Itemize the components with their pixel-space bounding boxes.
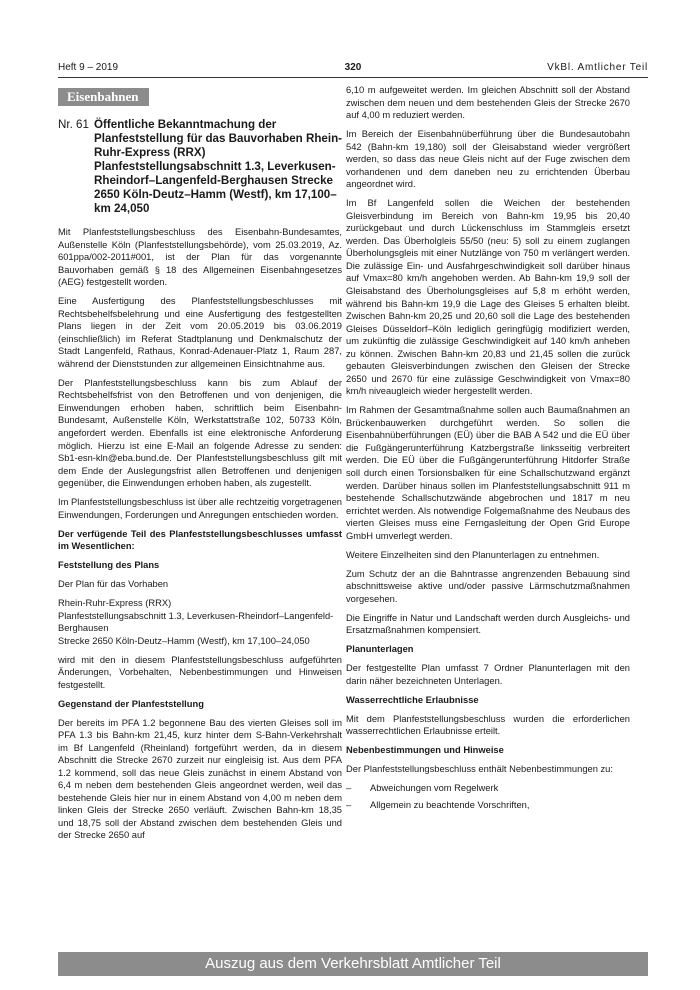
paragraph: Mit Planfeststellungsbeschluss des Eisenbahn-Bundesamtes, Außenstelle Köln (Planfeststellungsbehörde), vom 25.03.2019, Az. 601ppa/002-2011#001, ist der Plan für das vorgenannte Bauvorhaben gemäß § 18 des Allgemeinen Eisenbahngesetzes (AEG) festgestellt worden. [58, 227, 342, 288]
paragraph: Im Rahmen der Gesamtmaßnahme sollen auch Baumaßnahmen an Brückenbauwerken durchgeführt werden. So sollen die Eisenbahnüberführungen (EÜ) über die BAB A 542 und die EÜ über die Fußgängerunterführung Katzbergstraße linksseitig verbreitert werden. Die EÜ über die Fußgängerunterführung Hitdorfer Straße soll durch einen Torsionsbalken für eine Schallschutzwand ergänzt werden. Darüber hinaus sollen im Planfeststellungsabschnitt 911 m bestehende Schallschutzwände abgebrochen und 1817 m neu errichtet werden. Als notwendige Folgemaßnahme des Neubaus des vierten Gleises muss eine Ferngasleitung der Open Grid Europe GmbH umverlegt werden. [346, 405, 630, 541]
subheading: Feststellung des Plans [58, 560, 160, 571]
page-number: 320 [344, 62, 362, 73]
paragraph: Der Planfeststellungsbeschluss kann bis zum Ablauf der Rechtsbehelfsfrist von den Betroffenen und von denjenigen, die Einwendungen erhoben haben, schriftlich beim Eisenbahn-Bundesamt, Außenstelle Köln, Werkstattstraße 102, 50733 Köln, angefordert werden. Ebenfalls ist eine elektronische Anforderung möglich. Hierzu ist eine E-Mail an folgende Adresse zu senden: Sb1-esn-kln@eba.bund.de. Der Planfeststellungsbeschluss gilt mit dem Ende der Auslegungsfrist allen Betroffenen und denjenigen gegenüber, die Einwendungen erhoben haben, als zugestellt. [58, 377, 342, 489]
paragraph: Im Bereich der Eisenbahnüberführung über die Bundesautobahn 542 (Bahn-km 19,180) soll der Gleisabstand wieder vergrößert werden, so dass das neue Gleis nicht auf der Fuge zwischen dem vorhandenen und dem daneben neu zu errichtenden Überbau angeordnet wird. [346, 129, 630, 190]
subheading: Gegenstand der Planfeststellung [58, 698, 204, 709]
paragraph: Im Planfeststellungsbeschluss ist über alle rechtzeitig vorgetragenen Einwendungen, Forderungen und Anregungen entschieden worden. [58, 497, 342, 520]
header-divider [58, 77, 648, 78]
dash-bullet: – [346, 800, 352, 811]
issue-label: Heft 9 – 2019 [58, 62, 119, 73]
project-line: Planfeststellungsabschnitt 1.3, Leverkusen-Rheindorf–Langenfeld-Berghausen [58, 610, 334, 634]
paragraph: Der Planfeststellungsbeschluss enthält Nebenbestimmungen zu: [346, 763, 613, 774]
paragraph: Eine Ausfertigung des Planfeststellungsbeschlusses mit Rechtsbehelfsbelehrung und eine Ausfertigung des festgestellten Plans liegen in der Zeit vom 20.05.2019 bis 03.06.2019 (einschließlich) im Referat Stadtplanung und Denkmalschutz der Stadt Langenfeld, Rathaus, Konrad-Adenauer-Platz 1, Raum 287, während der Dienststunden zur allgemeinen Einsichtnahme aus. [58, 296, 342, 369]
publication-label: VkBl. Amtlicher Teil [547, 62, 648, 73]
paragraph: Mit dem Planfeststellungsbeschluss wurden die erforderlichen wasserrechtlichen Erlaubnisse erteilt. [346, 713, 630, 737]
page-footer: Auszug aus dem Verkehrsblatt Amtlicher Teil [58, 952, 648, 976]
paragraph: 6,10 m aufgeweitet werden. Im gleichen Abschnitt soll der Abstand zwischen dem neuen und dem bestehenden Gleis der Strecke 2670 auf 4,00 m reduziert werden. [346, 85, 630, 121]
section-label: Eisenbahnen [58, 88, 149, 106]
list-item [346, 799, 630, 812]
paragraph: Der festgestellte Plan umfasst 7 Ordner Planunterlagen mit den darin näher bezeichneten Unterlagen. [346, 663, 630, 686]
paragraph: Der bereits im PFA 1.2 begonnene Bau des vierten Gleises soll im PFA 1.3 bis Bahn-km 21,45, kurz hinter dem S-Bahn-Verkehrshalt im Bf Langenfeld (Rheinland) fortgeführt werden, da in diesem Abschnitt die Strecke 2670 zurzeit nur eingleisig ist. Aus dem PFA 1.2 kommend, soll das neue Gleis zunächst in einem Abstand von 6,4 m neben dem bestehenden Gleis angeordnet werden, weil das bestehende Gleis hier nur in einem Abstand von 4,00 m neben dem linken Gleis der Strecke 2650 verläuft. Zwischen Bahn-km 18,35 und 18,75 soll der Abstand zwischen dem bestehenden Gleis und der Strecke 2650 auf [58, 717, 342, 841]
right-column [346, 84, 630, 817]
list-item-text: Abweichungen vom Regelwerk [370, 782, 499, 793]
paragraph: Im Bf Langenfeld sollen die Weichen der bestehenden Gleisverbindung im Bereich von Bahn-km 19,95 bis 20,40 zurückgebaut und durch Lückenschluss im Stammgleis ersetzt werden. Das Überholgleis 55/50 (neu: 5) soll zu einem zuglangen Überholungsgleis mit einer Nutzlänge von 750 m verlängert werden. Die zulässige Ein- und Ausfahrgeschwindigkeit soll darüber hinaus auf Vmax=80 km/h angehoben werden. Ab Bahn-km 19,9 soll der Gleisabstand des Überholungsgleises auf 5,8 m erhöht werden, während bis Bahn-km 19,9 die Lage des Gleises 5 erhalten bleibt. Zwischen Bahn-km 20,25 und 20,60 soll die Lage des bestehenden Gleises Düsseldorf–Köln lediglich geringfügig modifiziert werden, um zukünftig die zulässige Geschwindigkeit auf 140 km/h anheben zu können. Zwischen Bahn-km 20,83 und 21,45 sollen die zurück gebauten Gleisverbindungen zwischen den Gleisen der Strecke 2650 und 2670 für eine zulässige Geschwindigkeit von Vmax=80 km/h niveaugleich wieder hergestellt werden. [346, 198, 630, 397]
project-line: Strecke 2650 Köln-Deutz–Hamm (Westf), km 17,100–24,050 [58, 635, 310, 646]
list-item-text: Allgemein zu beachtende Vorschriften, [370, 800, 530, 811]
subheading: Der verfügende Teil des Planfeststellungsbeschlusses umfasst im Wesentlichen: [58, 528, 342, 552]
paragraph: Der Plan für das Vorhaben [58, 579, 169, 590]
list-item [346, 782, 630, 795]
subheading: Wasserrechtliche Erlaubnisse [346, 694, 479, 705]
paragraph: Weitere Einzelheiten sind den Planunterlagen zu entnehmen. [346, 549, 600, 560]
article-number: Nr. 61 [58, 118, 89, 131]
paragraph: Zum Schutz der an die Bahntrasse angrenzenden Bebauung sind abschnittsweise aktive und/oder passive Lärmschutzmaßnahmen vorgesehen. [346, 568, 630, 604]
provisions-list [346, 782, 630, 812]
page-header [58, 60, 648, 76]
paragraph: Die Eingriffe in Natur und Landschaft werden durch Ausgleichs- und Ersatzmaßnahmen kompensiert. [346, 612, 630, 636]
paragraph: wird mit den in diesem Planfeststellungsbeschluss aufgeführten Änderungen, Vorbehalten, Nebenbestimmungen und Hinweisen festgestellt. [58, 654, 342, 690]
dash-bullet: – [346, 782, 352, 793]
project-designation [58, 597, 342, 647]
project-line: Rhein-Ruhr-Express (RRX) [58, 597, 172, 608]
subheading: Nebenbestimmungen und Hinweise [346, 745, 504, 755]
subheading: Planunterlagen [346, 644, 414, 655]
left-column [58, 84, 342, 842]
article-title: Öffentliche Bekanntmachung der Planfeststellung für das Bauvorhaben Rhein-Ruhr-Express (RRX) Planfeststellungsabschnitt 1.3, Leverkusen-Rheindorf–Langenfeld-Berghausen Strecke 2650 Köln-Deutz–Hamm (Westf), km 17,100–km 24,050 [94, 118, 343, 215]
article-heading [58, 118, 342, 216]
